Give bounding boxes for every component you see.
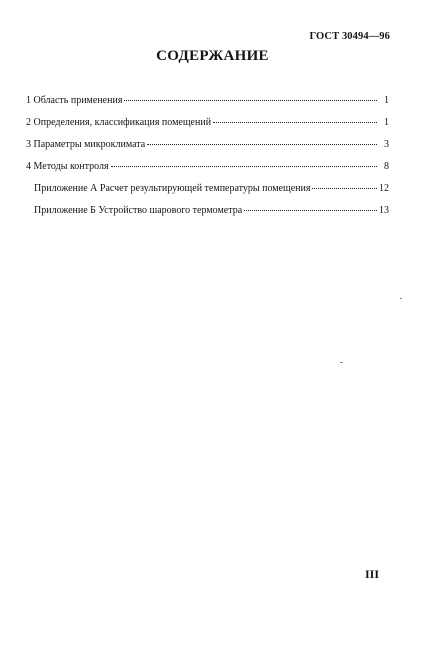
- toc-entry-label: 3 Параметры микроклимата: [26, 139, 146, 150]
- dot-leader: [213, 121, 377, 123]
- toc-entry-definitions[interactable]: [26, 117, 389, 139]
- toc-entry-label: 1 Область применения: [26, 95, 123, 106]
- toc-entry-label: Приложение А Расчет результирующей температуры помещения: [34, 183, 311, 194]
- toc-entry-label: Приложение Б Устройство шарового термометра: [34, 205, 243, 216]
- toc-entry-page: 12: [379, 183, 389, 194]
- dot-leader: [147, 143, 377, 145]
- toc-entry-appendix-b[interactable]: [26, 205, 389, 227]
- toc-entry-page: 13: [379, 205, 389, 216]
- toc-entry-page: 8: [384, 161, 389, 172]
- toc-entry-appendix-a[interactable]: [26, 183, 389, 205]
- toc-entry-label: 4 Методы контроля: [26, 161, 109, 172]
- dot-leader: [244, 209, 377, 211]
- dot-leader: [312, 187, 377, 189]
- document-code: ГОСТ 30494—96: [309, 31, 390, 42]
- dot-leader: [111, 165, 377, 167]
- dot-leader: [124, 99, 377, 101]
- page-title: СОДЕРЖАНИЕ: [156, 48, 269, 64]
- page-number: III: [364, 567, 379, 581]
- toc-entry-label: 2 Определения, классификация помещений: [26, 117, 212, 128]
- toc-entry-page: 1: [384, 95, 389, 106]
- toc-entry-page: 1: [384, 117, 389, 128]
- table-of-contents: [26, 95, 389, 227]
- toc-entry-page: 3: [384, 139, 389, 150]
- toc-entry-parameters[interactable]: [26, 139, 389, 161]
- toc-entry-scope[interactable]: [26, 95, 389, 117]
- toc-entry-methods[interactable]: [26, 161, 389, 183]
